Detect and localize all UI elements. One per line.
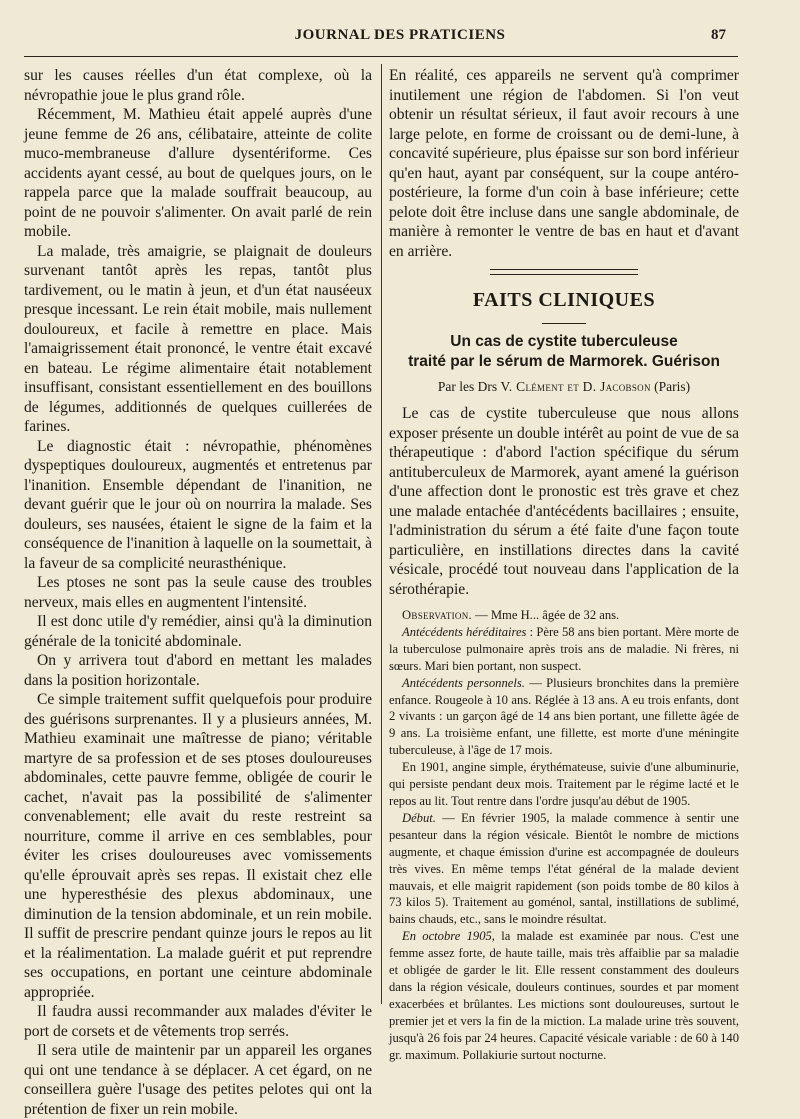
october-label: En octobre 1905, [402, 929, 495, 944]
hereditary-text: : Père 58 ans bien portant. Mère morte de la tuberculose pulmonaire après trois ans de maladie. Ni frères, ni sœurs. Mari bien portant, non suspect. [389, 624, 739, 673]
case-report [389, 607, 739, 1063]
onset-text: — En février 1905, la malade commence à sentir une pesanteur dans la région vésicale. Bientôt le nombre de mictions augmente, et chaque émission d'urine est accompagnée de douleurs très vives. En même temps l'état général de la malade devient mauvais, et elle maigrit rapidement (son poids tombe de 80 kilos à 73 kilos 5). Traitement au goménol, santal, instillations de sublimé, bains chauds, etc., sans le moindre résultat. [389, 810, 739, 927]
paragraph: Il est donc utile d'y remédier, ainsi qu'à la diminution générale de la tonicité abdominale. [24, 613, 372, 650]
october-text: la malade est examinée par nous. C'est une femme assez forte, de haute taille, mais très affaiblie par sa maladie et obligée de garder le lit. Elle ressent constamment des douleurs dans la région vésicale, douleurs continues, sourdes et par moment exacerbées et brûlantes. Les mictions sont douloureuses, surtout le premier jet et vers la fin de la miction. La malade urine très souvent, jusqu'à 26 fois par 24 heures. Capacité vésicale variable : de 60 à 140 gr. maximum. Pollakiurie surtout nocturne. [389, 929, 739, 1062]
article-title-line: traité par le sérum de Marmorek. Guérison [408, 353, 720, 370]
paragraph: Le diagnostic était : névropathie, phénomènes dyspeptiques douloureux, augmentés et entretenus par l'inanition. Ensemble dépendant de l'inanition, ne devant guérir que le jour où on nourrira la malade. Ses douleurs, ses nausées, étaient le signe de la faim et la conséquence de l'inanition à laquelle on la soumettait, à la faveur de sa complicité neurasthénique. [24, 437, 372, 572]
october-paragraph [389, 928, 739, 1063]
byline-place: (Paris) [654, 379, 691, 394]
lead-paragraph: Le cas de cystite tuberculeuse que nous allons exposer présente un double intérêt au point de vue de sa thérapeutique : d'abord l'action spécifique du sérum antituberculeux de Marmorek, ayant amené la guérison d'une affection dont le pronostic est très grave et chez une malade entachée d'antécédents bacillaires ; ensuite, l'administration du sérum a été faite d'une façon toute particulière, en instillations directes dans la cavité vésicale, procédé tout nouveau dans l'application de la sérothérapie. [389, 405, 739, 598]
page-number: 87 [711, 27, 726, 43]
article-title-line: Un cas de cystite tuberculeuse [450, 333, 678, 350]
left-column [24, 66, 372, 1119]
paragraph: Récemment, M. Mathieu était appelé auprès d'une jeune femme de 26 ans, célibataire, atteinte de colite muco-membraneuse d'allure dysentériforme. Ces accidents ayant cessé, au bout de quelques jours, on le rappela parce que la malade souffrait beaucoup, au point de ne pouvoir s'alimenter. On avait parlé de rein mobile. [24, 106, 372, 240]
section-divider [490, 269, 638, 275]
observation-line [389, 607, 739, 624]
onset-paragraph [389, 810, 739, 928]
hereditary-history [389, 624, 739, 675]
observation-text: — Mme H... âgée de 32 ans. [471, 608, 620, 622]
paragraph-1901: En 1901, angine simple, érythémateuse, suivie d'une albuminurie, qui persiste pendant deux mois. Traitement par le régime lacté et le repos au lit. Tout rentre dans l'ordre jusqu'au début de 1905. [389, 760, 739, 808]
personal-label: Antécédents personnels. [402, 675, 525, 690]
running-title: JOURNAL DES PRATICIENS [294, 27, 506, 43]
section-heading: FAITS CLINIQUES [472, 289, 656, 311]
paragraph: Il sera utile de maintenir par un appareil les organes qui ont une tendance à se déplacer. A cet égard, on ne conseillera guère l'usage des petites pelotes qui ont la prétention de fixer un rein mobile. [24, 1042, 372, 1118]
article-title [389, 332, 739, 372]
paragraph: Les ptoses ne sont pas la seule cause des troubles nerveux, mais elles en augmentent l'intensité. [24, 574, 372, 611]
hereditary-label: Antécédents héréditaires [402, 624, 527, 639]
onset-label: Début. [402, 810, 436, 825]
byline-prefix: Par les Drs [437, 379, 498, 394]
column-divider [381, 64, 382, 1004]
byline-authors: V. Clément et D. Jacobson [500, 379, 651, 394]
page-header [0, 27, 800, 49]
paragraph: En réalité, ces appareils ne servent qu'à comprimer inutilement une région de l'abdomen. Si l'on veut obtenir un résultat sérieux, il faut avoir recours à une large pelote, en forme de croissant ou de demi-lune, à concavité supérieure, plus épaisse sur son bord inférieur qu'en haut, ayant par conséquent, sur la coupe antéro-postérieure, la forme d'un coin à base inférieure; cette pelote doit être incluse dans une sangle abdominale, de manière à remonter le ventre de bas en haut et d'avant en arrière. [389, 67, 739, 260]
paragraph: Ce simple traitement suffit quelquefois pour produire des guérisons surprenantes. Il y a plusieurs années, M. Mathieu examinait une maîtresse de piano; véritable martyre de sa profession et de ses ptoses douloureuses abdominales, cette pauvre femme, obligée de courir le cachet, n'avait pas la possibilité de s'alimenter convenablement; elle avait du reste restreint sa nourriture, comme il arrive en ces semblables, pour éviter les crises douloureuses avec vomissements qu'elle éprouvait après ses repas. Il existait chez elle une hyperesthésie des plexus abdominaux, une diminution de la tension abdominale, et un rein mobile. Il suffit de prescrire pendant quinze jours le repos au lit et la réalimentation. La malade guérit et put reprendre ses occupations, en portant une ceinture abdominale appropriée. [24, 691, 372, 1001]
paragraph: On y arrivera tout d'abord en mettant les malades dans la position horizontale. [24, 652, 372, 689]
byline [389, 378, 739, 396]
right-column [389, 66, 739, 1063]
paragraph: Il faudra aussi recommander aux malades d'éviter le port de corsets et de vêtements trop serrés. [24, 1003, 372, 1040]
header-rule [24, 56, 738, 57]
title-rule [542, 323, 586, 324]
personal-text: — Plusieurs bronchites dans la première enfance. Rougeole à 10 ans. Réglée à 13 ans. A eu trois enfants, dont 2 vivants : un garçon âgé de 14 ans bien portant, une fillette âgée de 9 ans. La troisième enfant, une fillette, est morte d'une méningite tuberculeuse, à l'âge de 17 mois. [389, 675, 739, 758]
paragraph: sur les causes réelles d'un état complexe, où la névropathie joue le plus grand rôle. [24, 67, 372, 104]
personal-history [389, 675, 739, 760]
observation-label: Observation. [402, 608, 472, 622]
paragraph: La malade, très amaigrie, se plaignait de douleurs survenant tantôt après les repas, tantôt plus tardivement, ou le matin à jeun, et d'un état nauséeux presque incessant. Le rein était mobile, mais nullement douloureux, et facile à remettre en place. Mais l'amaigrissement était prononcé, le ventre était excavé en bateau. Le régime alimentaire était notablement insuffisant, consistant essentiellement en des bouillons de légumes, additionnés de quelques cuillerées de farines. [24, 242, 372, 435]
